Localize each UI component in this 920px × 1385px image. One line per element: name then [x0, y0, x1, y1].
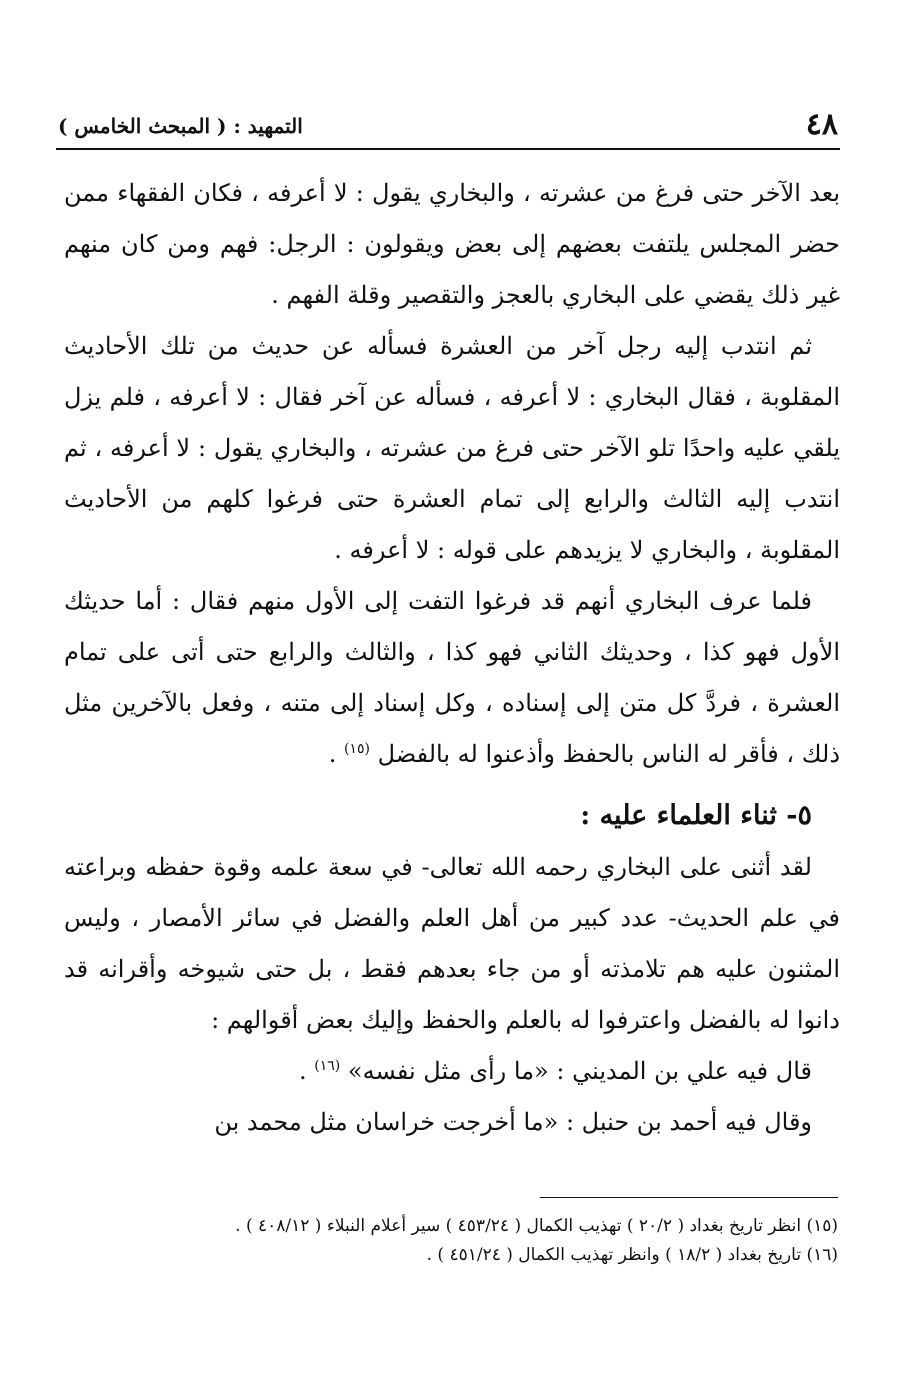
footnote-ref-15: (١٥)	[343, 741, 370, 757]
page-number: ٤٨	[805, 107, 838, 142]
section-heading: ٥- ثناء العلماء عليه :	[580, 800, 812, 831]
main-text	[64, 168, 840, 1148]
paragraph-4: لقد أثنى على البخاري رحمه الله تعالى- في سعة علمه وقوة حفظه وبراعته في علم الحديث- عدد كبير من أهل العلم والفضل في سائر الأمصار ، وليس المثنون عليه هم تلامذته أو من جاء بعدهم فقط ، بل حتى شيوخه وأقرانه قد دانوا له بالفضل واعترفوا له بالعلم والحفظ وإليك بعض أقوالهم :	[64, 853, 840, 1034]
footnote-rule	[540, 1197, 838, 1198]
paragraph-5-text: قال فيه علي بن المديني : «ما رأى مثل نفسه»	[347, 1057, 812, 1085]
paragraph-5	[64, 1046, 840, 1097]
running-title: التمهيد : ( المبحث الخامس )	[58, 114, 303, 138]
paragraph-2: ثم انتدب إليه رجل آخر من العشرة فسأله عن حديث من تلك الأحاديث المقلوبة ، فقال البخاري : لا أعرفه ، فسأله عن آخر فقال : لا أعرفه ، فلم يزل يلقي عليه واحدًا تلو الآخر حتى فرغ من عشرته ، والبخاري يقول : لا أعرفه ، ثم انتدب إليه الثالث والرابع إلى تمام العشرة حتى فرغوا كلهم من الأحاديث المقلوبة ، والبخاري لا يزيدهم على قوله : لا أعرفه .	[64, 332, 840, 564]
footnote-ref-16: (١٦)	[314, 1058, 341, 1074]
header-rule	[56, 148, 840, 150]
paragraph-3	[64, 576, 840, 780]
footnote-15: (١٥) انظر تاريخ بغداد ( ٢٠/٢ ) تهذيب الكمال ( ٤٥٣/٢٤ ) سير أعلام النبلاء ( ٤٠٨/١٢ ) .	[235, 1216, 838, 1236]
paragraph-6: وقال فيه أحمد بن حنبل : «ما أخرجت خراسان مثل محمد بن	[214, 1108, 812, 1136]
paragraph-3-end: .	[328, 740, 344, 768]
footnote-16: (١٦) تاريخ بغداد ( ١٨/٢ ) وانظر تهذيب الكمال ( ٤٥١/٢٤ ) .	[426, 1245, 838, 1265]
paragraph-5-end: .	[299, 1057, 315, 1085]
footnotes	[64, 1212, 838, 1270]
page-header	[58, 108, 838, 148]
paragraph-3-text: فلما عرف البخاري أنهم قد فرغوا التفت إلى الأول منهم فقال : أما حديثك الأول فهو كذا ، وحديثك الثاني فهو كذا ، والثالث والرابع حتى أتى على تمام العشرة ، فردَّ كل متن إلى إسناده ، وكل إسناد إلى متنه ، وفعل بالآخرين مثل ذلك ، فأقر له الناس بالحفظ وأذعنوا له بالفضل	[64, 587, 840, 768]
paragraph-1: بعد الآخر حتى فرغ من عشرته ، والبخاري يقول : لا أعرفه ، فكان الفقهاء ممن حضر المجلس يلتفت بعضهم إلى بعض ويقولون : الرجل: فهم ومن كان منهم غير ذلك يقضي على البخاري بالعجز والتقصير وقلة الفهم .	[64, 179, 840, 309]
